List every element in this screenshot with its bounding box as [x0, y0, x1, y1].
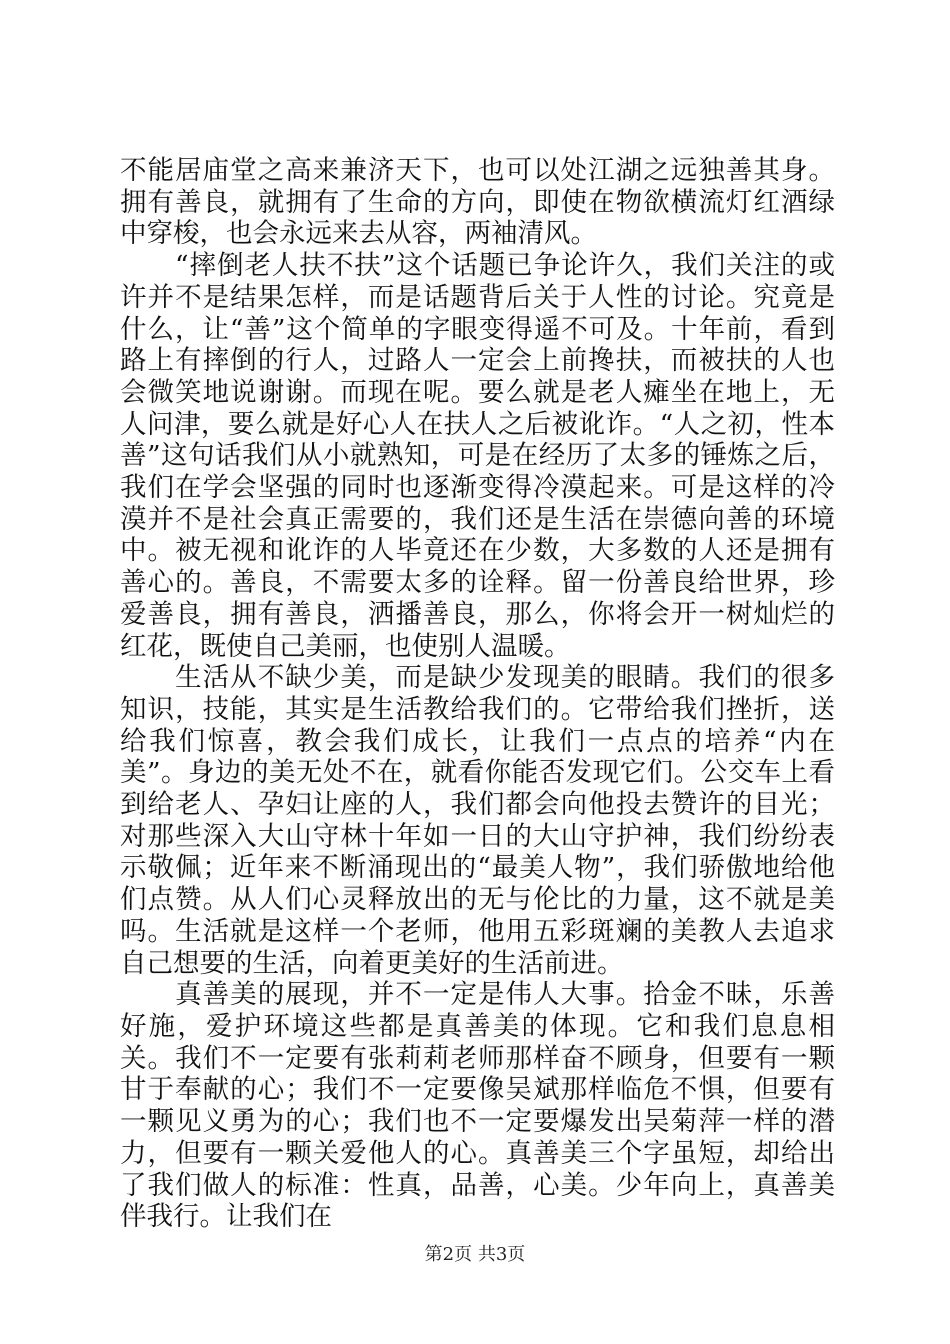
page-number-footer: 第2页 共3页 — [424, 1244, 526, 1265]
body-text — [120, 155, 835, 1233]
paragraph-1: 不能居庙堂之高来兼济天下，也可以处江湖之远独善其身。拥有善良，就拥有了生命的方向，即使在物欲横流灯红酒绿中穿梭，也会永远来去从容，两袖清风。 — [120, 155, 835, 250]
paragraph-2: “摔倒老人扶不扶”这个话题已争论许久，我们关注的或许并不是结果怎样，而是话题背后关于人性的讨论。究竟是什么，让“善”这个简单的字眼变得遥不可及。十年前，看到路上有摔倒的行人，过路人一定会上前搀扶，而被扶的人也会微笑地说谢谢。而现在呢。要么就是老人瘫坐在地上，无人问津，要么就是好心人在扶人之后被讹诈。“人之初，性本善”这句话我们从小就熟知，可是在经历了太多的锤炼之后，我们在学会坚强的同时也逐渐变得冷漠起来。可是这样的冷漠并不是社会真正需要的，我们还是生活在崇德向善的环境中。被无视和讹诈的人毕竟还在少数，大多数的人还是拥有善心的。善良，不需要太多的诠释。留一份善良给世界，珍爱善良，拥有善良，洒播善良，那么，你将会开一树灿烂的红花，既使自己美丽，也使别人温暖。 — [120, 250, 835, 662]
paragraph-3: 生活从不缺少美，而是缺少发现美的眼睛。我们的很多知识，技能，其实是生活教给我们的。它带给我们挫折，送给我们惊喜，教会我们成长，让我们一点点的培养“内在美”。身边的美无处不在，就看你能否发现它们。公交车上看到给老人、孕妇让座的人，我们都会向他投去赞许的目光；对那些深入大山守林十年如一日的大山守护神，我们纷纷表示敬佩；近年来不断涌现出的“最美人物”，我们骄傲地给他们点赞。从人们心灵释放出的无与伦比的力量，这不就是美吗。生活就是这样一个老师，他用五彩斑斓的美教人去追求自己想要的生活，向着更美好的生活前进。 — [120, 662, 835, 979]
paragraph-4: 真善美的展现，并不一定是伟人大事。拾金不昧，乐善好施，爱护环境这些都是真善美的体现。它和我们息息相关。我们不一定要有张莉莉老师那样奋不顾身，但要有一颗甘于奉献的心；我们不一定要像吴斌那样临危不惧，但要有一颗见义勇为的心；我们也不一定要爆发出吴菊萍一样的潜力，但要有一颗关爱他人的心。真善美三个字虽短，却给出了我们做人的标准：性真，品善，心美。少年向上，真善美伴我行。让我们在 — [120, 979, 835, 1233]
